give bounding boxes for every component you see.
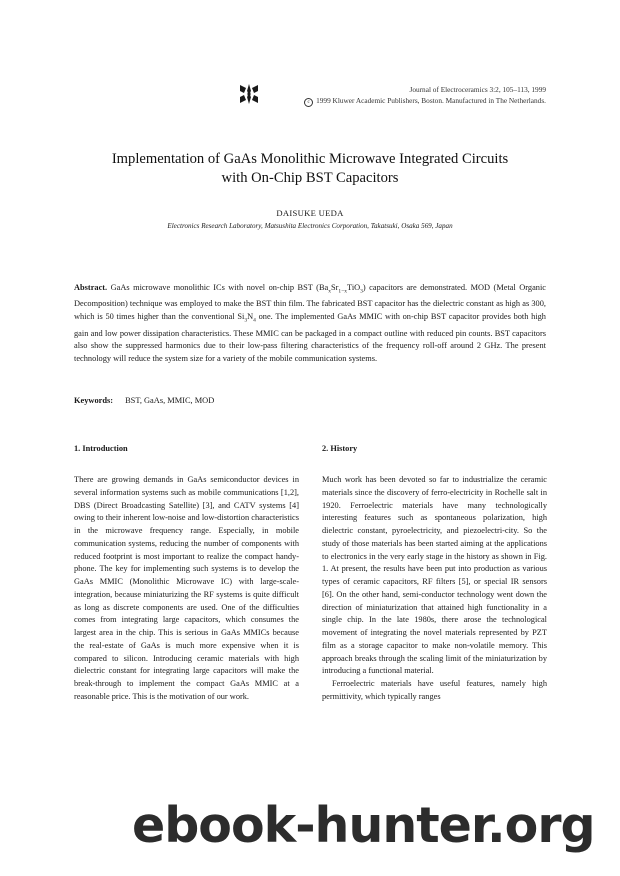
abstract-text-middle: capacitors are demonstrated. MOD (Metal Organic Decomposition) technique was employed to make the BST thin film. The fabricated BST capacitor has the dielectric constant as high as 300, which is 50 times higher than the conventional [74,283,546,322]
abstract-text-end: one. The implemented GaAs MMIC with on-chip BST capacitor provides both high gain and low power dissipation characteristics. These MMIC can be packaged in a compact outline with reduced pin counts. BST capacitors also show the suppressed harmonics due to their low-pass filtering characteristics of the frequency roll-off around 2 GHz. The present technology will reduce the system size for a variety of the mobile communication systems. [74,312,546,364]
copyright-text: 1999 Kluwer Academic Publishers, Boston. Manufactured in The Netherlands. [316,96,546,105]
keywords-label: Keywords: [74,396,114,405]
bst-formula: $(Ba_xSr_{1-x}TiO_3)$ [316,283,366,295]
watermark-text: ebook-hunter.org [132,797,595,854]
journal-header [304,84,546,107]
journal-citation: Journal of Electroceramics 3:2, 105–113, 1999 [409,85,546,94]
section-paragraph: Much work has been devoted so far to industrialize the ceramic materials since the discovery of ferro-electricity in Rochelle salt in 1920. Ferroelectric materials have many technologically interesting features such as spontaneous polarization, high dielectric constant, pyroelectricity, and piezoelectri-city. So the study of those materials has been started aiming at the applications to electronics in the very early stage in the history as shown in Fig. 1. At present, the results have been put into production as various types of ceramic capacitors, RF filters [5], or special IR sensors [6]. On the other hand, semi-conductor technology went down the direction of miniaturization that attained high functionality in a single chip. In the late 1980s, there arose the technological movement of integrating the novel materials represented by PZT film as a storage capacitor to make non-volatile memory. This approach breaks through the scaling limit of the miniaturization by introducing a functional material. [322,475,547,676]
copyright-icon: c [304,98,313,107]
section-introduction [74,444,299,704]
si3n4-formula: $Si_3N_4$ [237,312,256,324]
section-history [322,444,547,704]
author-affiliation: Electronics Research Laboratory, Matsushita Electronics Corporation, Takatsuki, Osaka 569, Japan [167,222,453,230]
copyright-line [304,95,546,107]
section-paragraph: Ferroelectric materials have useful features, namely high permittivity, which typically ranges [322,679,547,701]
paper-title [40,150,580,188]
abstract [74,282,546,366]
keywords [74,396,214,405]
kluwer-logo-icon [238,83,260,105]
title-line-2: with On-Chip BST Capacitors [221,170,399,186]
title-line-1: Implementation of GaAs Monolithic Microwave Integrated Circuits [111,151,509,167]
keywords-value: BST, GaAs, MMIC, MOD [125,396,215,405]
section-heading: 1. Introduction [74,444,128,453]
abstract-text-start: GaAs microwave monolithic ICs with novel on-chip BST [110,283,313,292]
author-name: DAISUKE UEDA [276,208,344,218]
section-paragraph: There are growing demands in GaAs semiconductor devices in several information systems such as mobile communications [1,2], DBS (Direct Broadcasting Satellite) [3], and CATV systems [4] owing to their inherent low-noise and low-distortion characteristics in the microwave frequency range. Especially, in mobile communication systems, reducing the number of components with reduced footprint is most important to realize the compact handy-phone. The key for implementing such systems is to develop the GaAs MMIC (Monolithic Microwave IC) with large-scale-integration, because miniaturizing the RF systems is quite difficult as long as discrete components are used. One of the difficulties comes from integrating large capacitors, which consumes the largest area in the chip. This is serious in GaAs MMICs because the real-estate of GaAs is much more expensive when it is compared to silicon. Introducing ceramic materials with high dielectric constant for integrating large capacitors will make the break-through to implement the compact GaAs MMIC at a reasonable price. This is the motivation of our work. [74,475,299,701]
abstract-label: Abstract. [74,283,108,292]
section-heading: 2. History [322,444,358,453]
